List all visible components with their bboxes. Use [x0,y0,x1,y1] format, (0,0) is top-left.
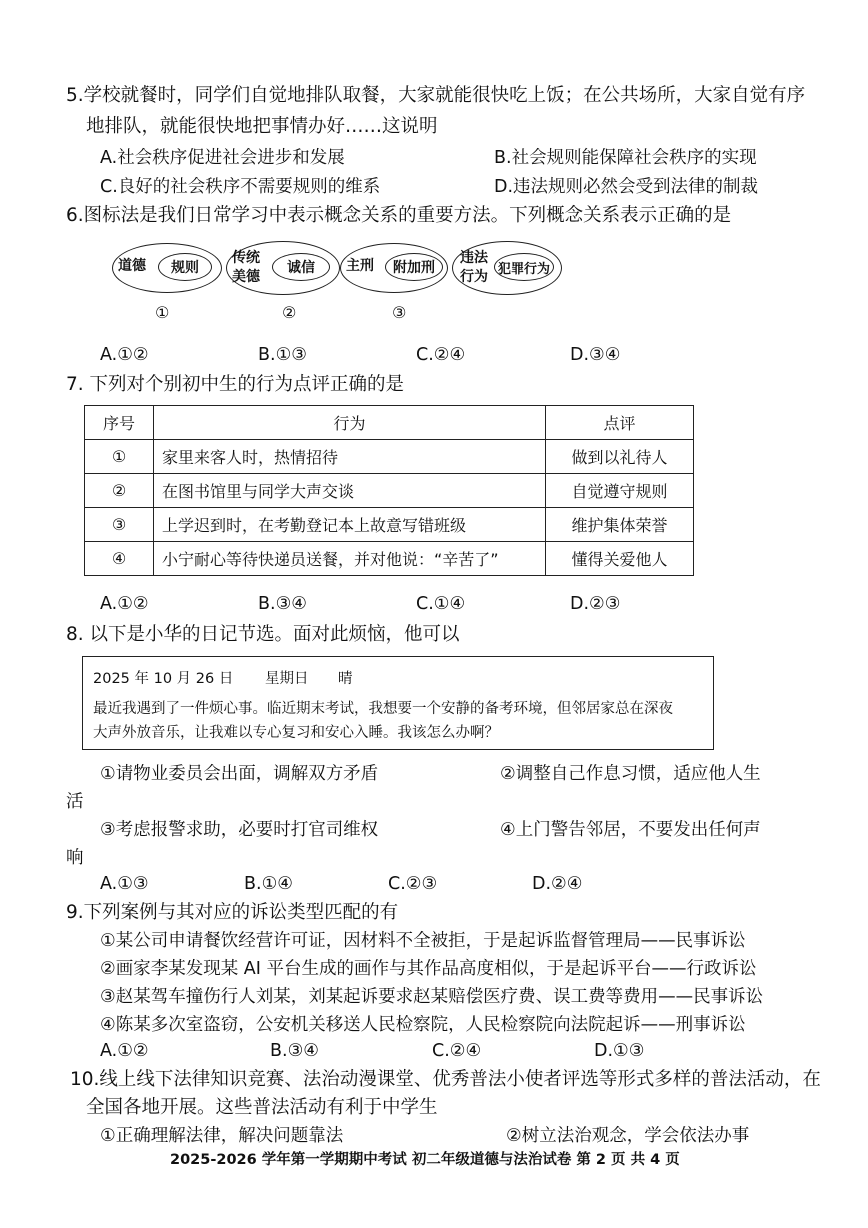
q7-option-a: A.①② [100,594,149,614]
q6-option-d: D.③④ [570,345,621,365]
q7-option-c: C.①④ [416,594,466,614]
diagram-number: ③ [392,303,407,322]
cell-comment: 懂得关爱他人 [546,542,694,576]
q8-stem: 8. 以下是小华的日记节选。面对此烦恼，他可以 [66,624,460,645]
q6-option-a: A.①② [100,345,149,365]
inner-oval: 规则 [158,253,212,281]
header-comment: 点评 [546,406,694,440]
q9-option-b: B.③④ [270,1041,319,1061]
diary-line2: 大声外放音乐，让我难以专心复习和安心入睡。我该怎么办啊？ [93,725,499,741]
inner-oval: 诚信 [272,253,330,281]
q8-item-2-cont: 活 [66,792,84,812]
q9-item-3: ③赵某驾车撞伤行人刘某，刘某起诉要求赵某赔偿医疗费、误工费等费用——民事诉讼 [100,987,764,1007]
outer-label: 传统美德 [232,250,260,285]
q10-stem-line1: 10.线上线下法律知识竞赛、法治动漫课堂、优秀普法小使者评选等形式多样的普法活动，在 [70,1069,821,1090]
q9-option-c: C.②④ [432,1041,482,1061]
q6-stem: 6.图标法是我们日常学习中表示概念关系的重要方法。下列概念关系表示正确的是 [66,205,732,226]
q5-option-d: D.违法规则必然会受到法律的制裁 [494,177,759,197]
q8-item-2: ②调整自己作息习惯，适应他人生 [500,764,761,784]
diary-weather: 晴 [338,671,353,687]
q9-option-a: A.①② [100,1041,149,1061]
table-row [85,508,694,542]
cell-index: ④ [85,542,154,576]
cell-index: ③ [85,508,154,542]
outer-label: 道德 [118,258,146,274]
inner-oval: 犯罪行为 [494,253,554,281]
cell-behavior: 小宁耐心等待快递员送餐，并对他说：“辛苦了” [154,542,546,576]
q5-option-b: B.社会规则能保障社会秩序的实现 [494,148,757,168]
q8-option-d: D.②④ [532,874,583,894]
cell-behavior: 上学迟到时，在考勤登记本上故意写错班级 [154,508,546,542]
table-header-row [85,406,694,440]
diagram-number: ① [155,303,170,322]
cell-comment: 自觉遵守规则 [546,474,694,508]
q8-option-c: C.②③ [388,874,438,894]
header-index: 序号 [85,406,154,440]
cell-index: ① [85,440,154,474]
q9-stem: 9.下列案例与其对应的诉讼类型匹配的有 [66,902,399,923]
cell-comment: 做到以礼待人 [546,440,694,474]
diary-date: 2025 年 10 月 26 日 [93,671,234,687]
q7-stem: 7. 下列对个别初中生的行为点评正确的是 [66,374,405,395]
q10-item-1: ①正确理解法律，解决问题靠法 [100,1126,344,1146]
q8-item-3: ③考虑报警求助，必要时打官司维权 [100,820,379,840]
q5-option-c: C.良好的社会秩序不需要规则的维系 [100,177,381,197]
q5-stem-line1: 5.学校就餐时，同学们自觉地排队取餐，大家就能很快吃上饭；在公共场所，大家自觉有序 [66,85,806,106]
q8-diary-box [82,656,714,750]
page-footer: 2025-2026 学年第一学期期中考试 初二年级道德与法治试卷 第 2 页 共 4 页 [170,1152,680,1168]
outer-label: 主刑 [346,258,374,274]
q7-option-b: B.③④ [258,594,307,614]
diagram-number: ② [282,303,297,322]
q8-option-a: A.①③ [100,874,149,894]
outer-label: 违法行为 [460,250,488,285]
q6-option-b: B.①③ [258,345,307,365]
q10-stem-line2: 全国各地开展。这些普法活动有利于中学生 [86,1097,438,1118]
diary-weekday: 星期日 [265,671,309,687]
inner-oval: 附加刑 [385,253,443,281]
q7-option-d: D.②③ [570,594,621,614]
q10-item-2: ②树立法治观念，学会依法办事 [506,1126,750,1146]
q8-option-b: B.①④ [244,874,293,894]
table-row [85,474,694,508]
q9-option-d: D.①③ [594,1041,645,1061]
q9-item-1: ①某公司申请餐饮经营许可证，因材料不全被拒，于是起诉监督管理局——民事诉讼 [100,931,746,951]
q8-item-4: ④上门警告邻居，不要发出任何声 [500,820,761,840]
cell-behavior: 家里来客人时，热情招待 [154,440,546,474]
q5-option-a: A.社会秩序促进社会进步和发展 [100,148,345,168]
cell-index: ② [85,474,154,508]
cell-comment: 维护集体荣誉 [546,508,694,542]
q9-item-4: ④陈某多次室盗窃，公安机关移送人民检察院，人民检察院向法院起诉——刑事诉讼 [100,1015,746,1035]
cell-behavior: 在图书馆里与同学大声交谈 [154,474,546,508]
q7-table [84,405,694,576]
q9-item-2: ②画家李某发现某 AI 平台生成的画作与其作品高度相似，于是起诉平台——行政诉讼 [100,959,757,979]
header-behavior: 行为 [154,406,546,440]
diary-line1: 最近我遇到了一件烦心事。临近期末考试，我想要一个安静的备考环境，但邻居家总在深夜 [93,701,673,717]
q5-stem-line2: 地排队，就能很快地把事情办好……这说明 [86,116,438,137]
q8-item-1: ①请物业委员会出面，调解双方矛盾 [100,764,379,784]
q8-item-4-cont: 响 [66,848,84,868]
q6-option-c: C.②④ [416,345,466,365]
table-row [85,440,694,474]
table-row [85,542,694,576]
